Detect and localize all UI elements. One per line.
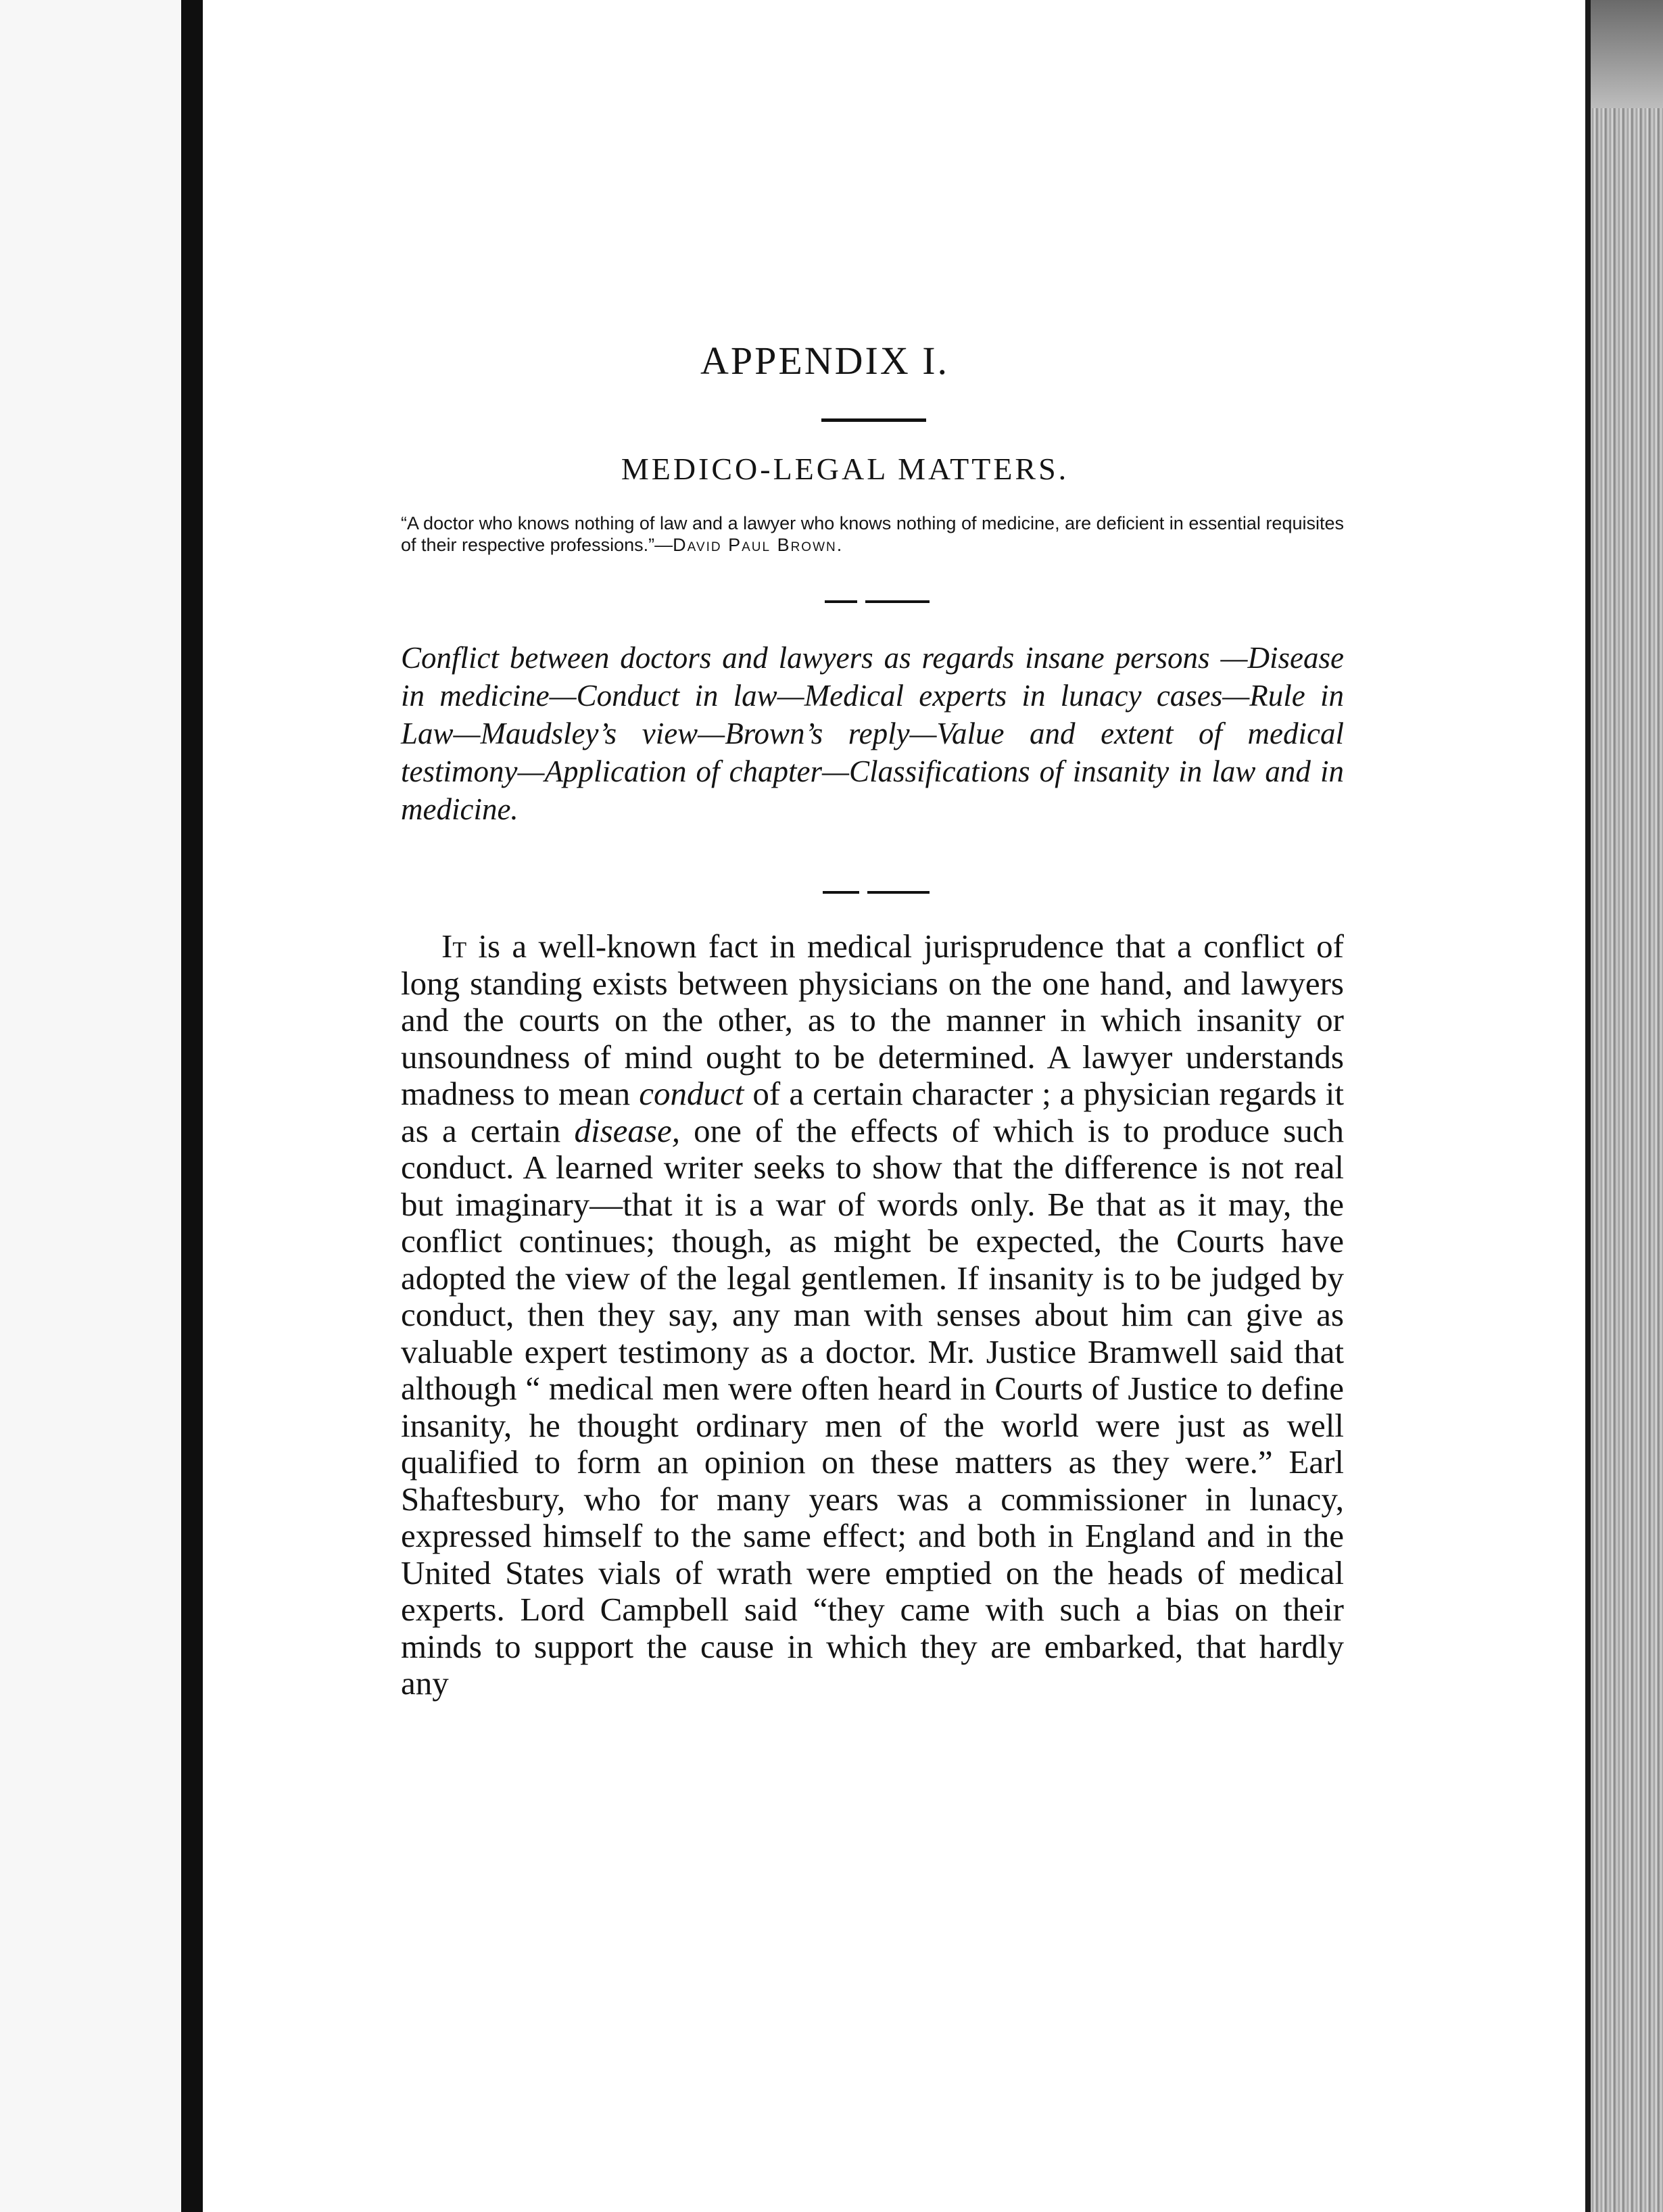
body-segment-1: is a well-known fact in medical jurisprudence that a conflict of long standing exists between physicians on the one hand, and lawyers and the courts on the other, as to the manner in which insanity or unsoundness of mind ought to be determined. A lawyer understands madness to mean [401, 928, 1344, 1112]
emphasis-disease: disease, [574, 1111, 680, 1149]
page-stack-edge [1591, 0, 1663, 2212]
facing-page-edge [0, 0, 183, 2212]
epigraph [401, 512, 1344, 556]
body-paragraph [401, 928, 1344, 1702]
epigraph-attribution: David Paul Brown. [673, 535, 844, 555]
emphasis-conduct: conduct [639, 1075, 744, 1112]
body-segment-2: of a certain character ; a physician regards it as a certain [401, 1075, 1344, 1149]
synopsis-rule-left [823, 891, 859, 894]
page-edge-shadow [1585, 0, 1591, 2212]
chapter-subtitle: MEDICO-LEGAL MATTERS. [621, 452, 1069, 486]
section-rule-left [825, 600, 857, 603]
lead-word: It [441, 928, 467, 965]
chapter-synopsis: Conflict between doctors and lawyers as regards insane persons —Disease in medicine—Conduct in law—Medical experts in lunacy cases—Rule in Law—Maudsley’s view—Brown’s reply—Value and extent of medical testimony—Application of chapter—Classifications of insanity in law and in medicine. [401, 641, 1344, 826]
page-stack-edge-top [1591, 0, 1663, 108]
appendix-title: APPENDIX I. [700, 339, 950, 383]
body-segment-3: one of the effects of which is to produce such conduct. A learned writer seeks to show that the difference is not real but imaginary—that it is a war of words only. Be that as it may, the conflict continues; though, as might be expected, the Courts have adopted the view of the legal gentlemen. If insanity is to be judged by conduct, then they say, any man with senses about him can give as valuable expert testimony as a doctor. Mr. Justice Bramwell said that although “ medical men were often heard in Courts of Justice to define insanity, he thought ordinary men of the world were just as well qualified to form an opinion on these matters as they were.” Earl Shaftesbury, who for many years was a commissioner in lunacy, expressed himself to the same effect; and both in England and in the United States vials of wrath were emptied on the heads of medical experts. Lord Campbell said “they came with such a bias on their minds to support the cause in which they are embarked, that hardly any [401, 1111, 1345, 1702]
epigraph-quote: “A doctor who knows nothing of law and a lawyer who knows nothing of medicine, are deficient in essential requisites of their respective professions.”— [401, 513, 1344, 555]
title-rule [821, 418, 926, 422]
section-rule-right [865, 600, 930, 603]
book-gutter [181, 0, 203, 2212]
synopsis-rule-right [867, 891, 930, 894]
